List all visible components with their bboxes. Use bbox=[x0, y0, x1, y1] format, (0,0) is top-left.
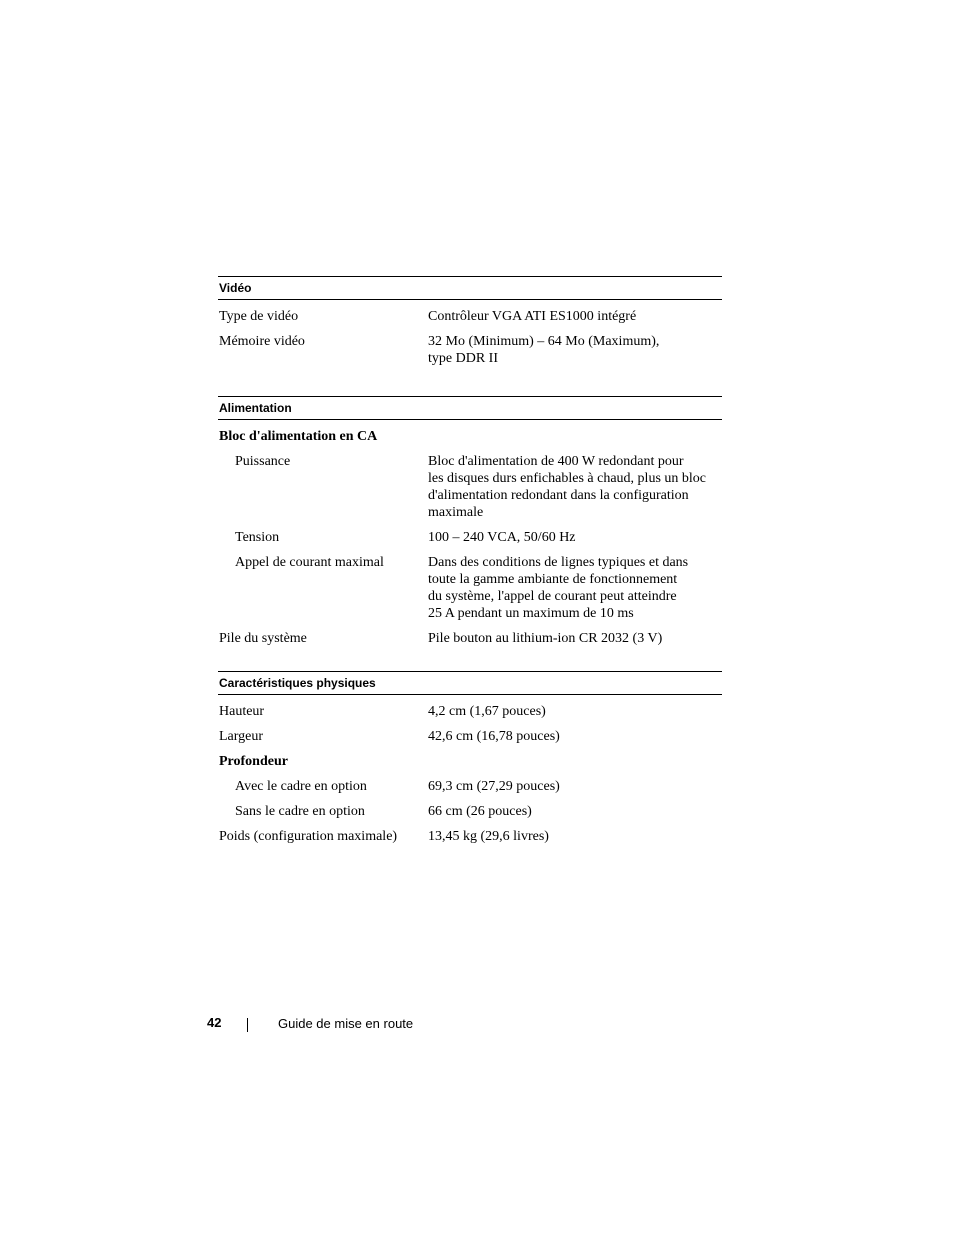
spec-row bbox=[218, 308, 722, 325]
spec-value: 4,2 cm (1,67 pouces) bbox=[428, 704, 546, 719]
footer-divider bbox=[247, 1018, 248, 1032]
spec-label: Tension bbox=[235, 530, 280, 545]
spec-subheading: Bloc d'alimentation en CA bbox=[219, 429, 378, 444]
spec-label: Avec le cadre en option bbox=[235, 779, 367, 794]
spec-label: Appel de courant maximal bbox=[235, 555, 384, 570]
spec-label: Type de vidéo bbox=[219, 309, 299, 324]
spec-value: 100 – 240 VCA, 50/60 Hz bbox=[428, 530, 576, 545]
section-title: Vidéo bbox=[218, 276, 722, 300]
spec-row bbox=[218, 728, 722, 745]
spec-label: Largeur bbox=[219, 729, 264, 744]
spec-label: Puissance bbox=[235, 454, 291, 469]
spec-label: Sans le cadre en option bbox=[235, 804, 365, 819]
spec-row bbox=[218, 529, 722, 546]
spec-row bbox=[218, 428, 722, 445]
footer-title: Guide de mise en route bbox=[278, 1016, 414, 1031]
spec-label: Mémoire vidéo bbox=[219, 334, 305, 349]
page-footer bbox=[0, 1015, 954, 1035]
spec-value: Contrôleur VGA ATI ES1000 intégré bbox=[428, 309, 637, 324]
spec-value: 13,45 kg (29,6 livres) bbox=[428, 829, 549, 844]
section-power bbox=[218, 396, 722, 647]
spec-row bbox=[218, 333, 722, 367]
spec-value bbox=[428, 428, 722, 445]
spec-row bbox=[218, 630, 722, 647]
spec-row bbox=[218, 753, 722, 770]
spec-value: Dans des conditions de lignes typiques et dans toute la gamme ambiante de fonctionnement du système, l'appel de courant peut atteindre 25 A pendant un maximum de 10 ms bbox=[428, 555, 689, 621]
spec-label: Pile du système bbox=[219, 631, 307, 646]
spec-subheading: Profondeur bbox=[219, 754, 288, 769]
spec-row bbox=[218, 554, 722, 622]
page-number: 42 bbox=[207, 1015, 222, 1030]
spec-value: 42,6 cm (16,78 pouces) bbox=[428, 729, 560, 744]
spec-row bbox=[218, 803, 722, 820]
section-physical bbox=[218, 671, 722, 845]
spec-value: 32 Mo (Minimum) – 64 Mo (Maximum), type DDR II bbox=[428, 334, 660, 366]
spec-value: Pile bouton au lithium-ion CR 2032 (3 V) bbox=[428, 631, 663, 646]
section-title: Caractéristiques physiques bbox=[218, 671, 722, 695]
spec-row bbox=[218, 453, 722, 521]
spec-label: Hauteur bbox=[219, 704, 265, 719]
section-video bbox=[218, 276, 722, 367]
spec-label: Poids (configuration maximale) bbox=[219, 829, 398, 844]
spec-value: 66 cm (26 pouces) bbox=[428, 804, 532, 819]
spec-row bbox=[218, 828, 722, 845]
spec-value: 69,3 cm (27,29 pouces) bbox=[428, 779, 560, 794]
spec-value: Bloc d'alimentation de 400 W redondant pour les disques durs enfichables à chaud, plus un bloc d'alimentation redondant dans la configuration maximale bbox=[428, 454, 706, 520]
section-title: Alimentation bbox=[218, 396, 722, 420]
spec-value bbox=[428, 753, 722, 770]
spec-row bbox=[218, 778, 722, 795]
spec-row bbox=[218, 703, 722, 720]
